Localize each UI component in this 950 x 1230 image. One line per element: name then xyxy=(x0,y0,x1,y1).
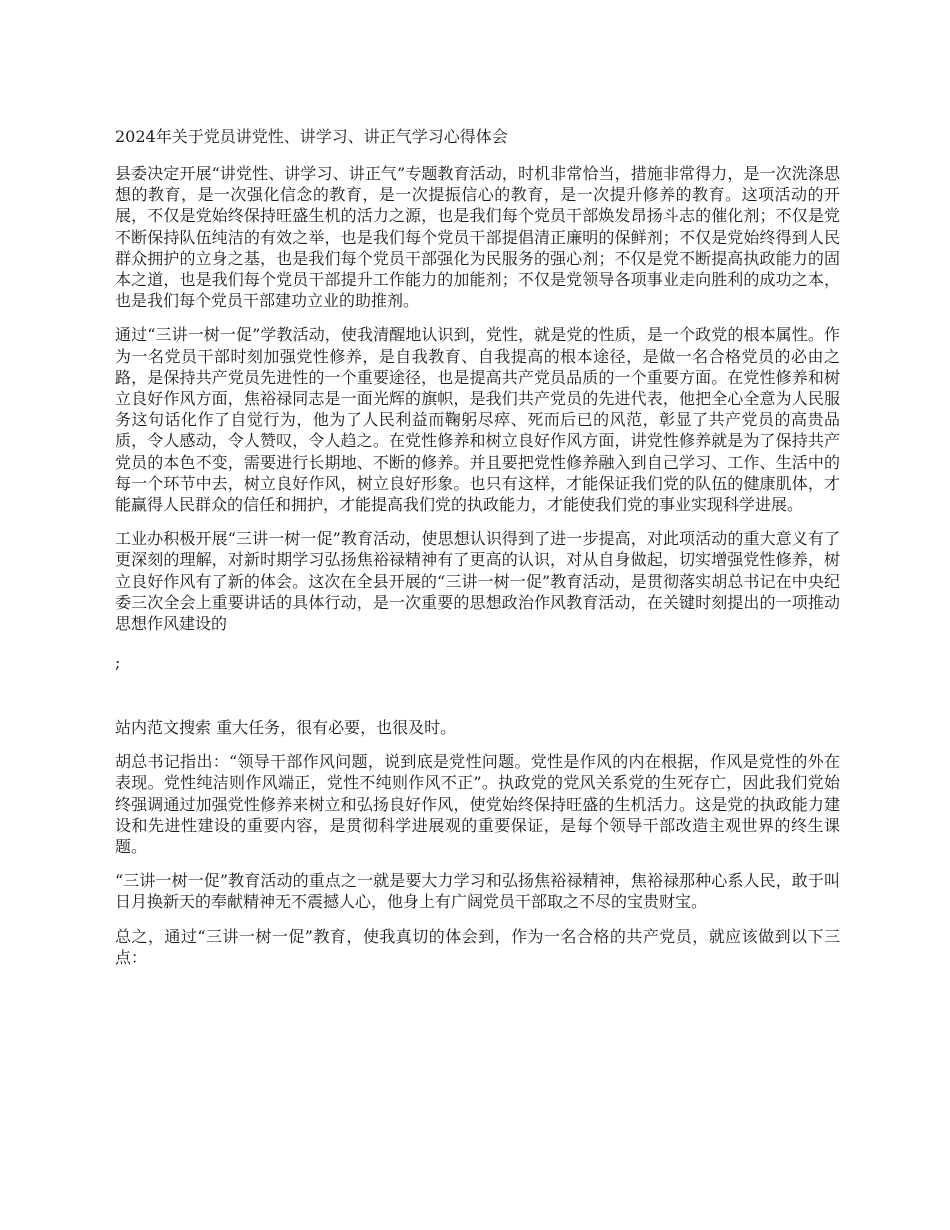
paragraph-4: 胡总书记指出：“领导干部作风问题，说到底是党性问题。党性是作风的内在根据，作风是党性的外在表现。党性纯洁则作风端正，党性不纯则作风不正”。执政党的党风关系党的生死存亡，因此我们党始终强调通过加强党性修养来树立和弘扬良好作风，使党始终保持旺盛的生机活力。这是党的执政能力建设和先进性建设的重要内容，是贯彻科学进展观的重要保证，是每个领导干部改造主观世界的终生课题。 xyxy=(115,752,840,857)
document-page xyxy=(115,126,840,981)
paragraph-5: “三讲一树一促”教育活动的重点之一就是要大力学习和弘扬焦裕禄精神，焦裕禄那种心系人民，敢于叫日月换新天的奉献精神无不震撼人心，他身上有广阔党员干部取之不尽的宝贵财宝。 xyxy=(115,871,840,912)
paragraph-2: 通过“三讲一树一促”学教活动，使我清醒地认识到，党性，就是党的性质，是一个政党的根本属性。作为一名党员干部时刻加强党性修养，是自我教育、自我提高的根本途径，是做一名合格党员的必由之路，是保持共产党员先进性的一个重要途径，也是提高共产党员品质的一个重要方面。在党性修养和树立良好作风方面，焦裕禄同志是一面光辉的旗帜，是我们共产党员的先进代表，他把全心全意为人民服务这句话化作了自觉行为，他为了人民利益而鞠躬尽瘁、死而后已的风范，彰显了共产党员的高贵品质，令人感动，令人赞叹，令人趋之。在党性修养和树立良好作风方面，讲党性修养就是为了保持共产党员的本色不变，需要进行长期地、不断的修养。并且要把党性修养融入到自己学习、工作、生活中的每一个环节中去，树立良好作风，树立良好形象。也只有这样，才能保证我们党的队伍的健康肌体，才能赢得人民群众的信任和拥护，才能提高我们党的执政能力，才能使我们党的事业实现科学进展。 xyxy=(115,325,840,515)
paragraph-1: 县委决定开展“讲党性、讲学习、讲正气”专题教育活动，时机非常恰当，措施非常得力，是一次洗涤思想的教育，是一次强化信念的教育，是一次提振信心的教育，是一次提升修养的教育。这项活动的开展，不仅是党始终保持旺盛生机的活力之源，也是我们每个党员干部焕发昂扬斗志的催化剂；不仅是党不断保持队伍纯洁的有效之举，也是我们每个党员干部提倡清正廉明的保鲜剂；不仅是党始终得到人民群众拥护的立身之基，也是我们每个党员干部强化为民服务的强心剂；不仅是党不断提高执政能力的固本之道，也是我们每个党员干部提升工作能力的加能剂；不仅是党领导各项事业走向胜利的成功之本，也是我们每个党员干部建功立业的助推剂。 xyxy=(115,164,840,311)
paragraph-3: 工业办积极开展“三讲一树一促”教育活动，使思想认识得到了进一步提高，对此项活动的重大意义有了更深刻的理解，对新时期学习弘扬焦裕禄精神有了更高的认识，对从自身做起，切实增强党性修养，树立良好作风有了新的体会。这次在全县开展的“三讲一树一促”教育活动，是贯彻落实胡总书记在中央纪委三次全会上重要讲话的具体行动，是一次重要的思想政治作风教育活动，在关键时刻提出的一项推动思想作风建设的 xyxy=(115,529,840,634)
blank-gap xyxy=(115,673,840,717)
site-search-line: 站内范文搜索 重大任务，很有必要，也很及时。 xyxy=(115,718,457,738)
document-title: 2024年关于党员讲党性、讲学习、讲正气学习心得体会 xyxy=(115,127,508,146)
stray-semicolon: ; xyxy=(115,653,121,673)
paragraph-6: 总之，通过“三讲一树一促”教育，使我真切的体会到，作为一名合格的共产党员，就应该做到以下三点： xyxy=(115,926,840,967)
